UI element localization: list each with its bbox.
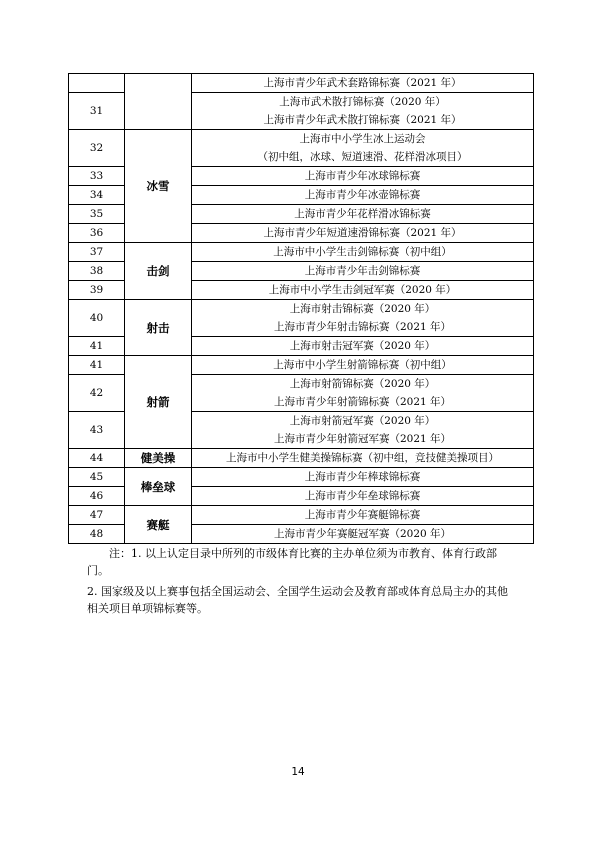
category-cell: 健美操: [125, 449, 192, 468]
row-number: 33: [69, 167, 125, 186]
event-name: 上海市青少年垒球锦标赛: [304, 490, 421, 502]
event-cell: [192, 93, 534, 130]
event-name: 上海市射箭锦标赛（2020 年）: [289, 378, 436, 390]
event-name: 上海市青少年射箭锦标赛（2021 年）: [273, 396, 452, 408]
table-row: [69, 74, 534, 93]
row-number: 45: [69, 468, 125, 487]
event-name: 上海市青少年赛艇锦标赛: [304, 509, 421, 521]
event-name: 上海市青少年赛艇冠军赛（2020 年）: [273, 528, 452, 540]
event-cell: [192, 468, 534, 487]
event-name: 上海市青少年短道速滑锦标赛（2021 年）: [263, 227, 462, 239]
row-number: 37: [69, 243, 125, 262]
table-row: [69, 468, 534, 487]
table-row: [69, 243, 534, 262]
row-number: 35: [69, 205, 125, 224]
event-name: 上海市青少年冰球锦标赛: [304, 170, 421, 182]
event-name: 上海市射击冠军赛（2020 年）: [289, 340, 436, 352]
note-1: 注：1. 以上认定目录中所列的市级体育比赛的主办单位须为市教育、体育行政部门。: [87, 547, 497, 577]
table-row: [69, 449, 534, 468]
row-number: 34: [69, 186, 125, 205]
row-number: 41: [69, 356, 125, 375]
event-cell: [192, 167, 534, 186]
row-number: 44: [69, 449, 125, 468]
event-name: 上海市射击锦标赛（2020 年）: [289, 303, 436, 315]
event-cell: [192, 525, 534, 544]
event-name: （初中组，冰球、短道速滑、花样滑冰项目）: [257, 151, 468, 163]
row-number: 46: [69, 487, 125, 506]
event-name: 上海市青少年冰壶锦标赛: [304, 189, 421, 201]
event-name: 上海市武术散打锦标赛（2020 年）: [279, 96, 446, 108]
category-cell: 射击: [125, 300, 192, 356]
row-number: [69, 74, 125, 93]
event-name: 上海市中小学生冰上运动会: [299, 133, 426, 145]
row-number: 31: [69, 93, 125, 130]
event-cell: [192, 130, 534, 167]
event-cell: [192, 205, 534, 224]
row-number: 40: [69, 300, 125, 337]
row-number: 41: [69, 337, 125, 356]
category-cell: 冰雪: [125, 130, 192, 243]
event-cell: [192, 506, 534, 525]
category-cell: 射箭: [125, 356, 192, 449]
event-cell: [192, 375, 534, 412]
event-name: 上海市青少年棒球锦标赛: [304, 471, 421, 483]
category-cell: 击剑: [125, 243, 192, 300]
row-number: 42: [69, 375, 125, 412]
category-cell: 棒垒球: [125, 468, 192, 506]
event-name: 上海市中小学生击剑冠军赛（2020 年）: [268, 284, 457, 296]
event-name: 上海市射箭冠军赛（2020 年）: [289, 415, 436, 427]
event-cell: [192, 449, 534, 468]
event-name: 上海市青少年射击锦标赛（2021 年）: [273, 321, 452, 333]
table-row: [69, 300, 534, 337]
category-cell: [125, 74, 192, 130]
event-cell: [192, 487, 534, 506]
table-row: [69, 506, 534, 525]
row-number: 39: [69, 281, 125, 300]
row-number: 36: [69, 224, 125, 243]
event-cell: [192, 186, 534, 205]
competition-table: [68, 73, 534, 544]
event-name: 上海市青少年武术套路锦标赛（2021 年）: [263, 77, 462, 89]
event-cell: [192, 337, 534, 356]
row-number: 32: [69, 130, 125, 167]
row-number: 38: [69, 262, 125, 281]
row-number: 48: [69, 525, 125, 544]
event-cell: [192, 262, 534, 281]
event-cell: [192, 356, 534, 375]
event-name: 上海市青少年射箭冠军赛（2021 年）: [273, 433, 452, 445]
notes-section: [87, 546, 511, 622]
event-cell: [192, 300, 534, 337]
page-number: 14: [291, 766, 305, 778]
event-cell: [192, 412, 534, 449]
event-cell: [192, 281, 534, 300]
event-cell: [192, 243, 534, 262]
event-name: 上海市青少年武术散打锦标赛（2021 年）: [263, 114, 462, 126]
event-name: 上海市青少年花样滑冰锦标赛: [294, 208, 431, 220]
event-name: 上海市青少年击剑锦标赛: [304, 265, 421, 277]
event-name: 上海市中小学生健美操锦标赛（初中组，竞技健美操项目）: [226, 452, 499, 464]
row-number: 47: [69, 506, 125, 525]
event-cell: [192, 224, 534, 243]
event-name: 上海市中小学生击剑锦标赛（初中组）: [273, 246, 452, 258]
table-row: [69, 130, 534, 167]
table-row: [69, 356, 534, 375]
event-name: 上海市中小学生射箭锦标赛（初中组）: [273, 359, 452, 371]
category-cell: 赛艇: [125, 506, 192, 544]
note-2: 2. 国家级及以上赛事包括全国运动会、全国学生运动会及教育部或体育总局主办的其他相关项目单项锦标赛等。: [87, 585, 508, 615]
event-cell: [192, 74, 534, 93]
row-number: 43: [69, 412, 125, 449]
